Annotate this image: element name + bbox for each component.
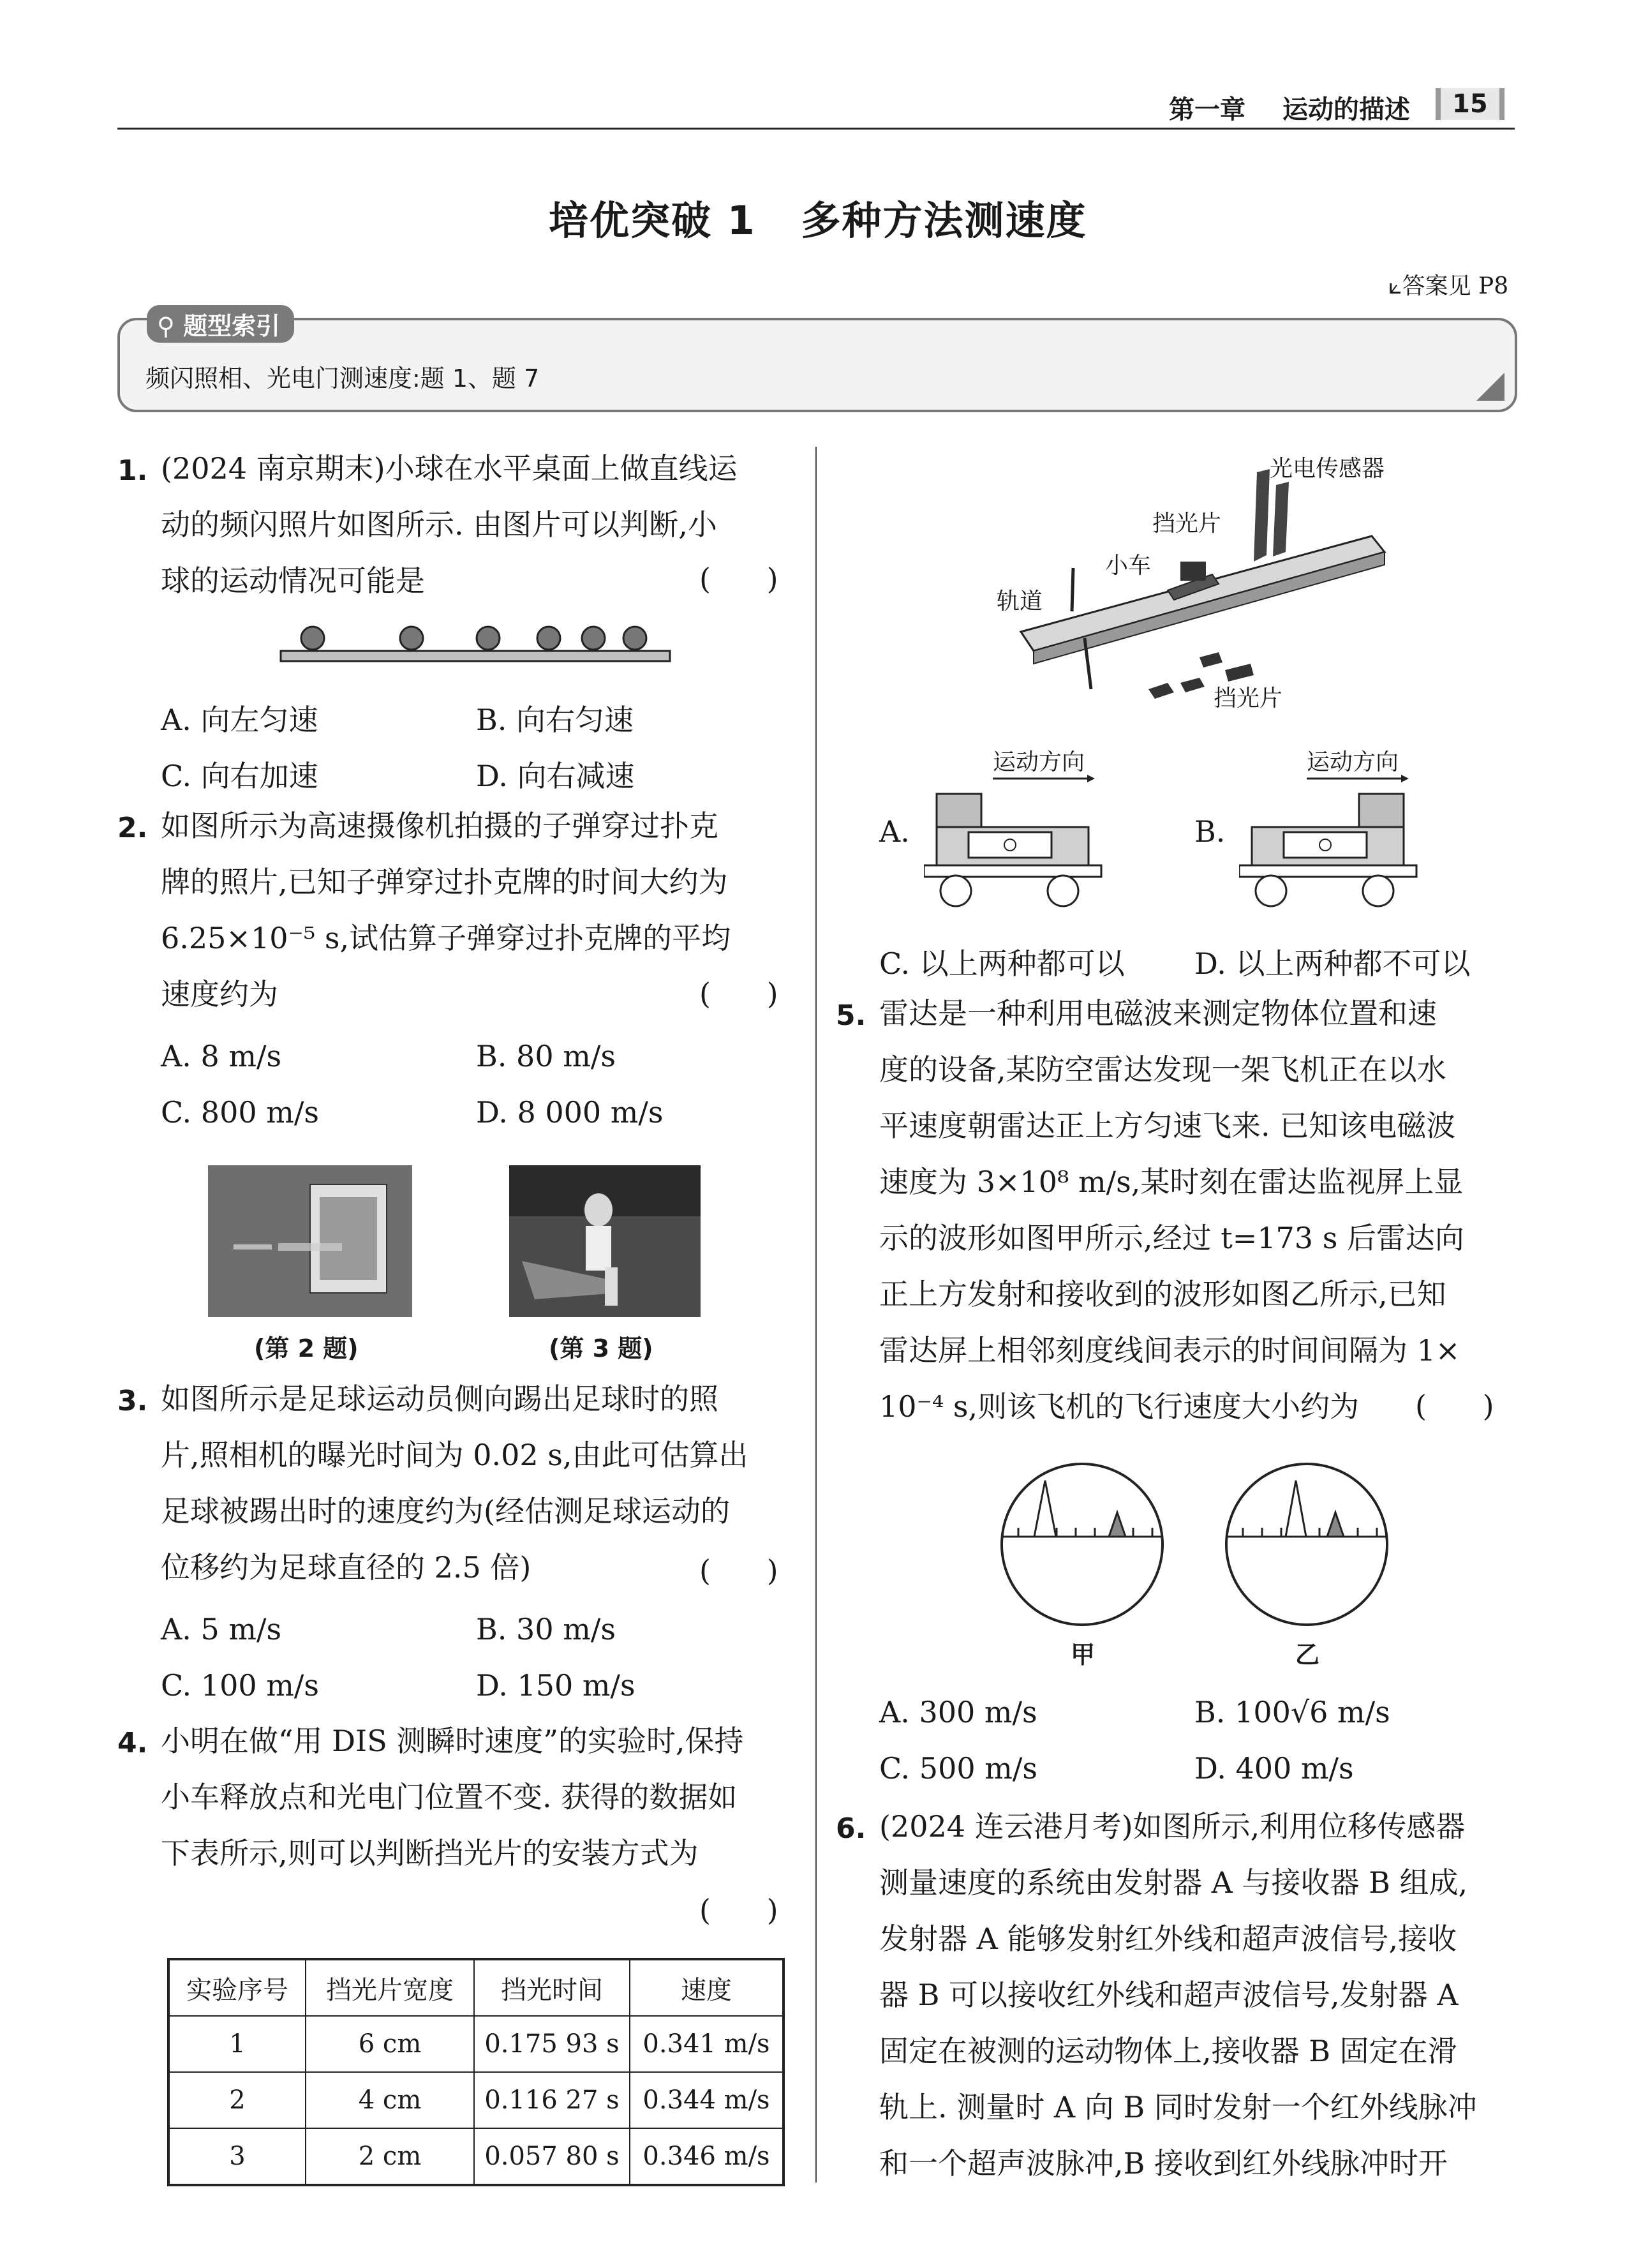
index-box-content: 频闪照相、光电门测速度:题 1、题 7 <box>145 364 540 392</box>
table-header: 实验序号 <box>168 1959 306 2016</box>
q5-line: 平速度朝雷达正上方匀速飞来. 已知该电磁波 <box>879 1108 1456 1143</box>
q2-stem <box>161 798 731 1022</box>
ball <box>301 627 324 650</box>
table-cell: 2 <box>168 2072 306 2128</box>
q1-line: 球的运动情况可能是 <box>161 563 425 598</box>
location-pin-icon: ⚲ <box>157 312 175 340</box>
table-cell: 3 <box>168 2128 306 2185</box>
pencil-icon: ⟀ <box>1388 273 1402 299</box>
q3-line: 如图所示是足球运动员侧向踢出足球时的照 <box>161 1382 718 1416</box>
q5-stem <box>879 985 1464 1435</box>
column-divider <box>815 447 817 2182</box>
q4-option-c[interactable]: C. 以上两种都可以 <box>879 946 1125 981</box>
table-cell: 1 <box>168 2016 306 2072</box>
q6-line: (2024 连云港月考)如图所示,利用位移传感器 <box>879 1809 1466 1844</box>
radar-label-yi: 乙 <box>1295 1641 1320 1669</box>
table-header-row <box>168 1959 784 2016</box>
page-title: 培优突破 1 多种方法测速度 <box>549 197 1087 244</box>
q6-line: 固定在被测的运动物体上,接收器 B 固定在滑 <box>879 2034 1457 2068</box>
q6-line: 测量速度的系统由发射器 A 与接收器 B 组成, <box>879 1865 1468 1900</box>
q3-line: 位移约为足球直径的 2.5 倍) <box>161 1550 531 1585</box>
q5-line: 速度为 3×10⁸ m/s,某时刻在雷达监视屏上显 <box>879 1165 1464 1199</box>
q2-line: 如图所示为高速摄像机拍摄的子弹穿过扑克 <box>161 809 718 843</box>
radar-screen-jia <box>999 1461 1165 1627</box>
table-row <box>168 2128 784 2185</box>
q1-line: 动的频闪照片如图所示. 由图片可以判断,小 <box>161 507 717 542</box>
q4-data-table <box>167 1958 785 2186</box>
q4-line: 小车释放点和光电门位置不变. 获得的数据如 <box>161 1780 738 1814</box>
table-cell: 0.057 80 s <box>474 2128 630 2185</box>
q6-line: 和一个超声波脉冲,B 接收到红外线脉冲时开 <box>879 2146 1448 2181</box>
q6-line: 轨上. 测量时 A 向 B 同时发射一个红外线脉冲 <box>879 2090 1477 2124</box>
chapter-title: 运动的描述 <box>1282 95 1410 124</box>
direction-label-b: 运动方向 <box>1307 749 1399 775</box>
table-header: 速度 <box>630 1959 784 2016</box>
q1-option-d[interactable]: D. 向右减速 <box>476 759 635 793</box>
q1-number: 1. <box>117 454 148 487</box>
q4-option-b[interactable]: B. <box>1194 814 1226 849</box>
q3-option-a[interactable]: A. 5 m/s <box>161 1612 282 1646</box>
q1-line: (2024 南京期末)小球在水平桌面上做直线运 <box>161 451 738 486</box>
radar-label-jia: 甲 <box>1071 1641 1096 1669</box>
q5-line: 正上方发射和接收到的波形如图乙所示,已知 <box>879 1277 1446 1311</box>
q5-number: 5. <box>836 999 866 1032</box>
table-cell: 0.344 m/s <box>630 2072 784 2128</box>
q2-option-b[interactable]: B. 80 m/s <box>476 1039 616 1073</box>
label-cart: 小车 <box>1105 553 1152 579</box>
cart-option-b[interactable] <box>1239 787 1418 909</box>
q1-option-c[interactable]: C. 向右加速 <box>161 759 318 793</box>
q4-line: 下表所示,则可以判断挡光片的安装方式为 <box>161 1836 699 1870</box>
direction-label-a: 运动方向 <box>993 749 1085 775</box>
q1-option-b[interactable]: B. 向右匀速 <box>476 703 634 737</box>
q3-number: 3. <box>117 1385 148 1417</box>
q2-line: 速度约为 <box>161 977 278 1011</box>
q5-option-a[interactable]: A. 300 m/s <box>879 1695 1037 1729</box>
q1-option-a[interactable]: A. 向左匀速 <box>161 703 318 737</box>
q6-line: 器 B 可以接收红外线和超声波信号,发射器 A <box>879 1978 1459 2012</box>
q3-option-b[interactable]: B. 30 m/s <box>476 1612 616 1646</box>
q2-line: 6.25×10⁻⁵ s,试估算子弹穿过扑克牌的平均 <box>161 921 731 955</box>
q1-strobe-figure <box>274 613 676 664</box>
page-number: 15 <box>1436 88 1504 120</box>
q3-stem <box>161 1371 748 1595</box>
q2-line: 牌的照片,已知子弹穿过扑克牌的时间大约为 <box>161 865 728 899</box>
q5-line: 雷达是一种利用电磁波来测定物体位置和速 <box>879 996 1437 1031</box>
index-box-label: ⚲ 题型索引 <box>147 305 294 343</box>
table-cell: 0.175 93 s <box>474 2016 630 2072</box>
q3-figure-caption: (第 3 题) <box>549 1334 653 1362</box>
q5-line: 示的波形如图甲所示,经过 t=173 s 后雷达向 <box>879 1221 1464 1255</box>
ball <box>582 627 605 650</box>
q5-line: 10⁻⁴ s,则该飞机的飞行速度大小约为 <box>879 1389 1360 1424</box>
q4-option-d[interactable]: D. 以上两种都不可以 <box>1194 946 1471 981</box>
q5-line: 雷达屏上相邻刻度线间表示的时间间隔为 1× <box>879 1333 1460 1368</box>
table-cell: 6 cm <box>306 2016 474 2072</box>
q2-option-d[interactable]: D. 8 000 m/s <box>476 1095 664 1130</box>
table-header: 挡光片宽度 <box>306 1959 474 2016</box>
answer-ref: ⟀答案见 P8 <box>1388 273 1509 299</box>
q3-answer-blank: ( ) <box>699 1553 778 1588</box>
corner-triangle-icon <box>1476 373 1504 401</box>
q5-answer-blank: ( ) <box>1415 1389 1494 1423</box>
ball <box>537 627 560 650</box>
q2-option-a[interactable]: A. 8 m/s <box>161 1039 282 1073</box>
q6-line: 发射器 A 能够发射红外线和超声波信号,接收 <box>879 1921 1457 1956</box>
q2-number: 2. <box>117 812 148 844</box>
table-cell: 0.346 m/s <box>630 2128 784 2185</box>
q5-option-c[interactable]: C. 500 m/s <box>879 1751 1037 1786</box>
header-rule <box>117 128 1515 130</box>
q1-stem <box>161 440 738 609</box>
direction-arrow-icon <box>1307 772 1409 785</box>
q3-line: 足球被踢出时的速度约为(经估测足球运动的 <box>161 1494 730 1528</box>
table-row <box>168 2072 784 2128</box>
table-cell: 2 cm <box>306 2128 474 2185</box>
table-row <box>168 2016 784 2072</box>
table-cell: 0.341 m/s <box>630 2016 784 2072</box>
label-shade-plate-bottom: 挡光片 <box>1214 685 1283 712</box>
chapter-label: 第一章 <box>1169 95 1245 124</box>
table-cell: 0.116 27 s <box>474 2072 630 2128</box>
q4-apparatus-figure <box>1014 447 1397 715</box>
q4-line: 小明在做“用 DIS 测瞬时速度”的实验时,保持 <box>161 1724 744 1758</box>
q4-stem <box>161 1713 743 1881</box>
radar-screen-yi <box>1224 1461 1390 1627</box>
q4-option-a[interactable]: A. <box>879 814 910 849</box>
table-header: 挡光时间 <box>474 1959 630 2016</box>
q6-number: 6. <box>836 1812 866 1845</box>
direction-arrow-icon <box>993 772 1095 785</box>
label-shade-plate-top: 挡光片 <box>1152 511 1222 537</box>
q5-line: 度的设备,某防空雷达发现一架飞机正在以水 <box>879 1052 1446 1087</box>
q1-answer-blank: ( ) <box>699 562 778 596</box>
ball <box>477 627 500 650</box>
label-track: 轨道 <box>997 588 1043 615</box>
q3-option-d[interactable]: D. 150 m/s <box>476 1668 635 1703</box>
label-photo-sensor: 光电传感器 <box>1270 456 1385 482</box>
q3-line: 片,照相机的曝光时间为 0.02 s,由此可估算出 <box>161 1438 748 1472</box>
q5-option-b[interactable]: B. 100√6 m/s <box>1194 1695 1390 1729</box>
q3-football-photo <box>509 1165 701 1317</box>
q4-answer-blank: ( ) <box>699 1893 778 1927</box>
q6-stem <box>879 1798 1477 2191</box>
ball <box>623 627 646 650</box>
q2-option-c[interactable]: C. 800 m/s <box>161 1095 319 1130</box>
q2-answer-blank: ( ) <box>699 976 778 1011</box>
table-cell: 4 cm <box>306 2072 474 2128</box>
q5-option-d[interactable]: D. 400 m/s <box>1194 1751 1354 1786</box>
q2-figure-caption: (第 2 题) <box>254 1334 359 1362</box>
ball <box>400 627 423 650</box>
cart-option-a[interactable] <box>924 787 1103 909</box>
q3-option-c[interactable]: C. 100 m/s <box>161 1668 319 1703</box>
q2-bullet-card-photo <box>208 1165 412 1317</box>
q4-number: 4. <box>117 1727 148 1759</box>
